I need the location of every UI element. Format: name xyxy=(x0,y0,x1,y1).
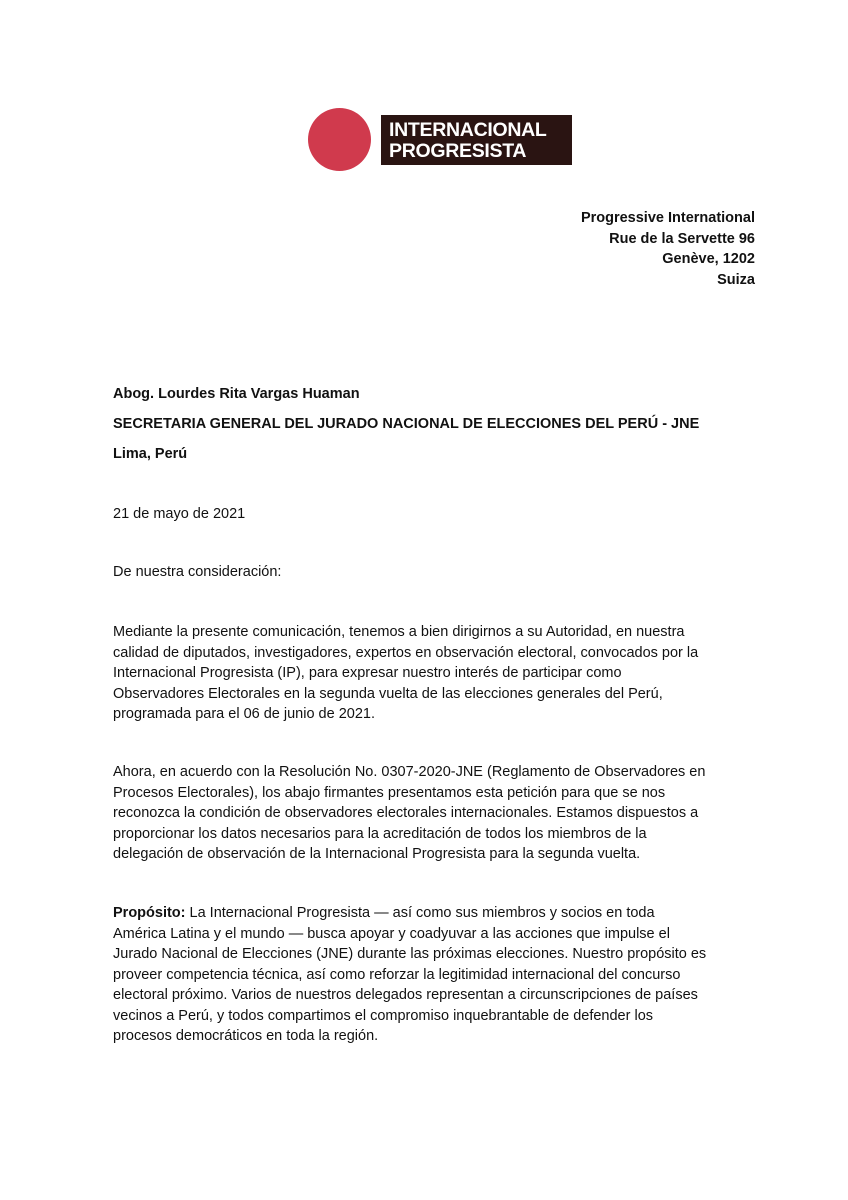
paragraph-line: vecinos a Perú, y todos compartimos el compromiso inquebrantable de defender los xyxy=(113,1007,654,1024)
recipient-position: SECRETARIA GENERAL DEL JURADO NACIONAL DE ELECCIONES DEL PERÚ - JNE xyxy=(113,416,700,432)
paragraph-line: Mediante la presente comunicación, tenemos a bien dirigirnos a su Autoridad, en nuestra xyxy=(113,624,685,640)
purpose-label: Propósito: xyxy=(113,905,186,921)
paragraph-line: electoral próximo. Varios de nuestros delegados representan a circunscripciones de países xyxy=(113,987,698,1003)
paragraph-line: reconozca la condición de observadores electorales internacionales. Estamos dispuestos a xyxy=(113,805,699,821)
letter-date: 21 de mayo de 2021 xyxy=(113,506,246,522)
logo-circle-icon xyxy=(308,108,371,171)
paragraph-line: Ahora, en acuerdo con la Resolución No. 0307-2020-JNE (Reglamento de Observadores en xyxy=(113,764,706,780)
logo-line-1: INTERNACIONAL xyxy=(389,118,547,141)
sender-address xyxy=(581,208,755,290)
paragraph-line: calidad de diputados, investigadores, expertos en observación electoral, convocados por la xyxy=(113,644,699,661)
sender-street: Rue de la Servette 96 xyxy=(609,230,755,247)
paragraph-request xyxy=(113,762,763,865)
paragraph-line: programada para el 06 de junio de 2021. xyxy=(113,706,375,722)
paragraph-line: proveer competencia técnica, así como reforzar la legitimidad internacional del concurso xyxy=(113,966,681,983)
organization-logo xyxy=(308,108,572,171)
salutation: De nuestra consideración: xyxy=(113,564,282,580)
paragraph-line xyxy=(113,903,763,924)
paragraph-line: procesos democráticos en toda la región. xyxy=(113,1028,379,1044)
paragraph-intro xyxy=(113,622,763,725)
recipient-name: Abog. Lourdes Rita Vargas Huaman xyxy=(113,386,360,402)
paragraph-line: Observadores Electorales en la segunda vuelta de las elecciones generales del Perú, xyxy=(113,685,663,702)
sender-city: Genève, 1202 xyxy=(662,251,755,267)
paragraph-line: Jurado Nacional de Elecciones (JNE) durante las próximas elecciones. Nuestro propósito es xyxy=(113,946,707,962)
paragraph-line: delegación de observación de la Internacional Progresista para la segunda vuelta. xyxy=(113,846,641,862)
logo-line-2: PROGRESISTA xyxy=(389,139,527,162)
paragraph-line: América Latina y el mundo — busca apoyar y coadyuvar a las acciones que impulse el xyxy=(113,925,670,942)
recipient-block xyxy=(113,384,763,474)
paragraph-purpose xyxy=(113,903,763,1047)
logo-wordmark xyxy=(381,115,572,165)
sender-country: Suiza xyxy=(717,271,755,288)
paragraph-line: Internacional Progresista (IP), para expresar nuestro interés de participar como xyxy=(113,665,622,681)
paragraph-line: proporcionar los datos necesarios para la acreditación de todos los miembros de la xyxy=(113,825,647,842)
recipient-location: Lima, Perú xyxy=(113,446,188,462)
sender-name: Progressive International xyxy=(580,210,755,226)
paragraph-line: Procesos Electorales), los abajo firmantes presentamos esta petición para que se nos xyxy=(113,784,666,801)
purpose-first-line: La Internacional Progresista — así como sus miembros y socios en toda xyxy=(185,905,655,921)
